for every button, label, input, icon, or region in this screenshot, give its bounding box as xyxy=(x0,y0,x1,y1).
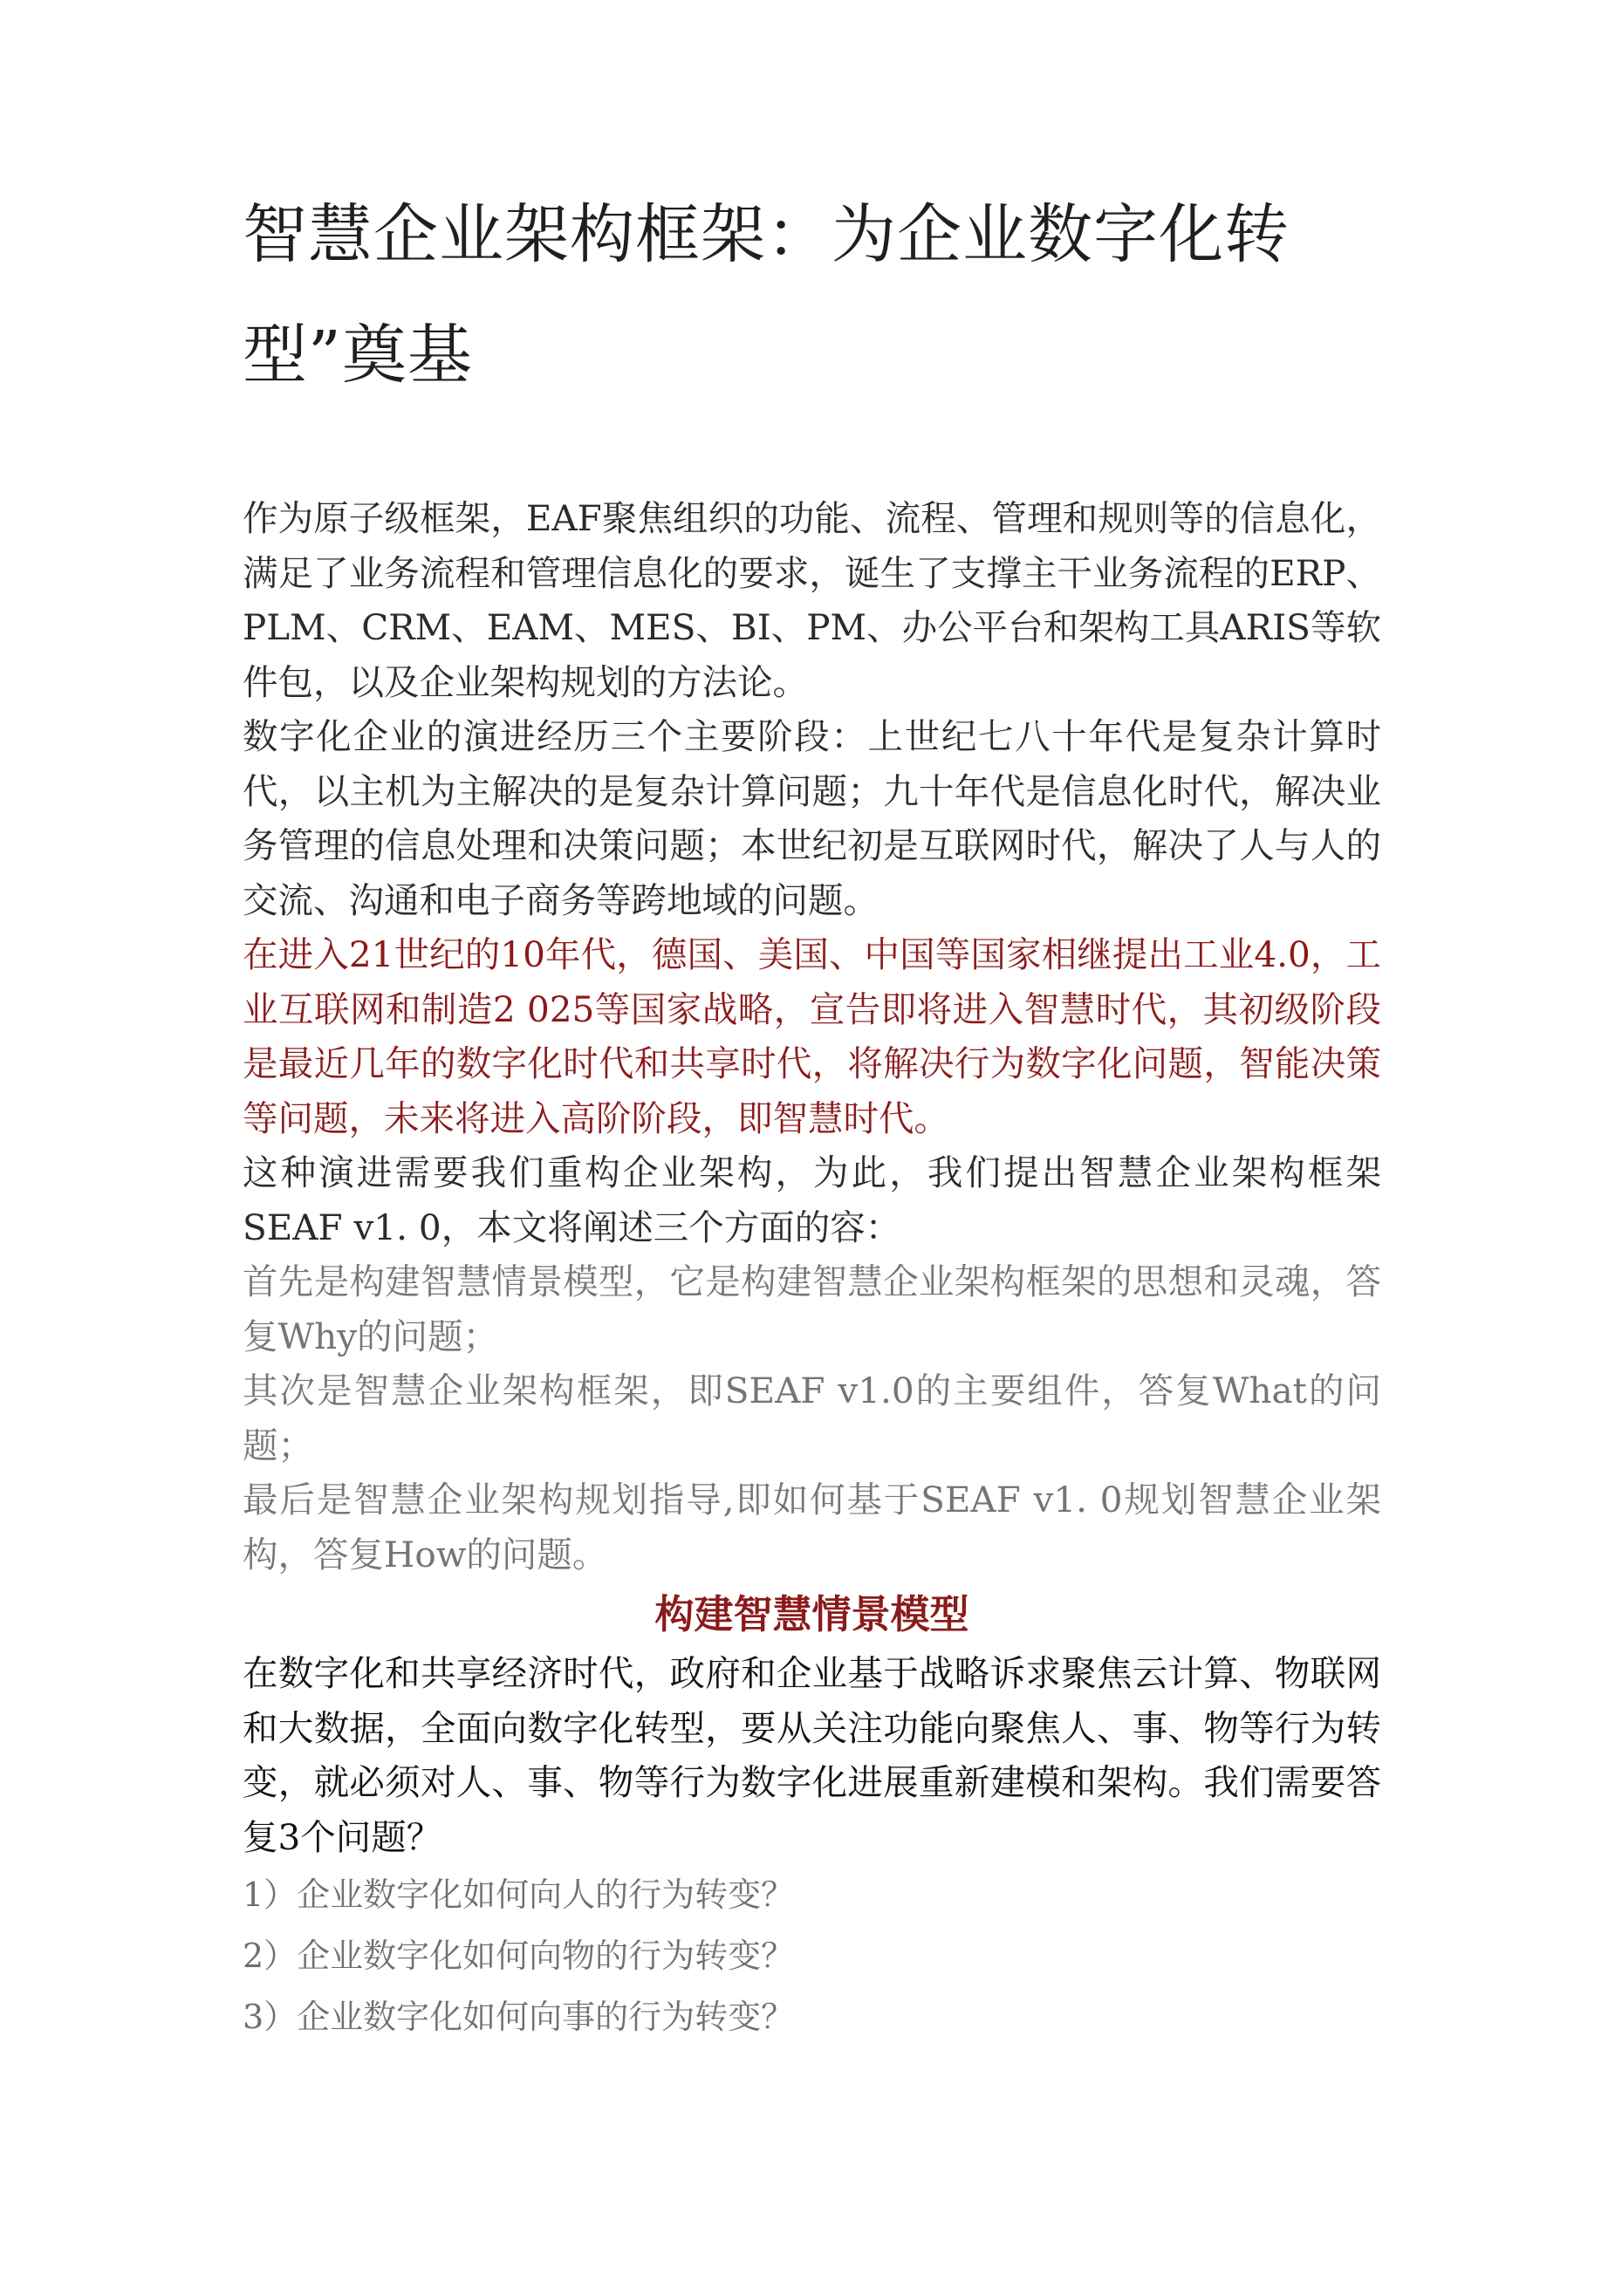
question-list xyxy=(243,1864,1381,2047)
document-content xyxy=(243,174,1381,2047)
list-item: 1）企业数字化如何向人的行为转变？ xyxy=(243,1876,795,1914)
list-item: 2）企业数字化如何向物的行为转变？ xyxy=(243,1937,795,1975)
section-heading: 构建智慧情景模型 xyxy=(654,1591,969,1637)
paragraph-smart-era: 在进入21世纪的10年代，德国、美国、中国等国家相继提出工业4.0，工业互联网和制造2 025等国家战略，宣告即将进入智慧时代，其初级阶段是最近几年的数字化时代和共享时代，将解决行为数字化问题，智能决策等问题，未来将进入高阶阶段，即智慧时代。 xyxy=(243,933,1381,1139)
paragraph-what: 其次是智慧企业架构框架，即SEAF v1.0的主要组件，答复What的问题； xyxy=(243,1370,1381,1466)
paragraph-section-intro: 在数字化和共享经济时代，政府和企业基于战略诉求聚焦云计算、物联网和大数据，全面向数字化转型，要从关注功能向聚焦人、事、物等行为转变，就必须对人、事、物等行为数字化进展重新建模和架构。我们需要答复3个问题？ xyxy=(243,1652,1381,1858)
paragraph-how: 最后是智慧企业架构规划指导,即如何基于SEAF v1. 0规划智慧企业架构，答复How的问题。 xyxy=(243,1479,1381,1575)
list-item: 3）企业数字化如何向事的行为转变？ xyxy=(243,1998,795,2036)
paragraph-seaf-overview: 这种演进需要我们重构企业架构，为此，我们提出智慧企业架构框架SEAF v1. 0，本文将阐述三个方面的容： xyxy=(243,1151,1381,1248)
paragraph-evolution-stages: 数字化企业的演进经历三个主要阶段：上世纪七八十年代是复杂计算时代，以主机为主解决的是复杂计算问题；九十年代是信息化时代，解决业务管理的信息处理和决策问题；本世纪初是互联网时代，解决了人与人的交流、沟通和电子商务等跨地域的问题。 xyxy=(243,715,1381,921)
paragraph-why: 首先是构建智慧情景模型，它是构建智慧企业架构框架的思想和灵魂，答复Why的问题； xyxy=(243,1261,1381,1357)
paragraph-eaf-intro: 作为原子级框架，EAF聚焦组织的功能、流程、管理和规则等的信息化，满足了业务流程和管理信息化的要求，诞生了支撑主干业务流程的ERP、PLM、CRM、EAM、MES、BI、PM、办公平台和架构工具ARIS等软件包，以及企业架构规划的方法论。 xyxy=(243,497,1381,703)
document-body xyxy=(243,491,1381,2047)
document-title: 智慧企业架构框架：为企业数字化转型”奠基 xyxy=(243,197,1290,393)
